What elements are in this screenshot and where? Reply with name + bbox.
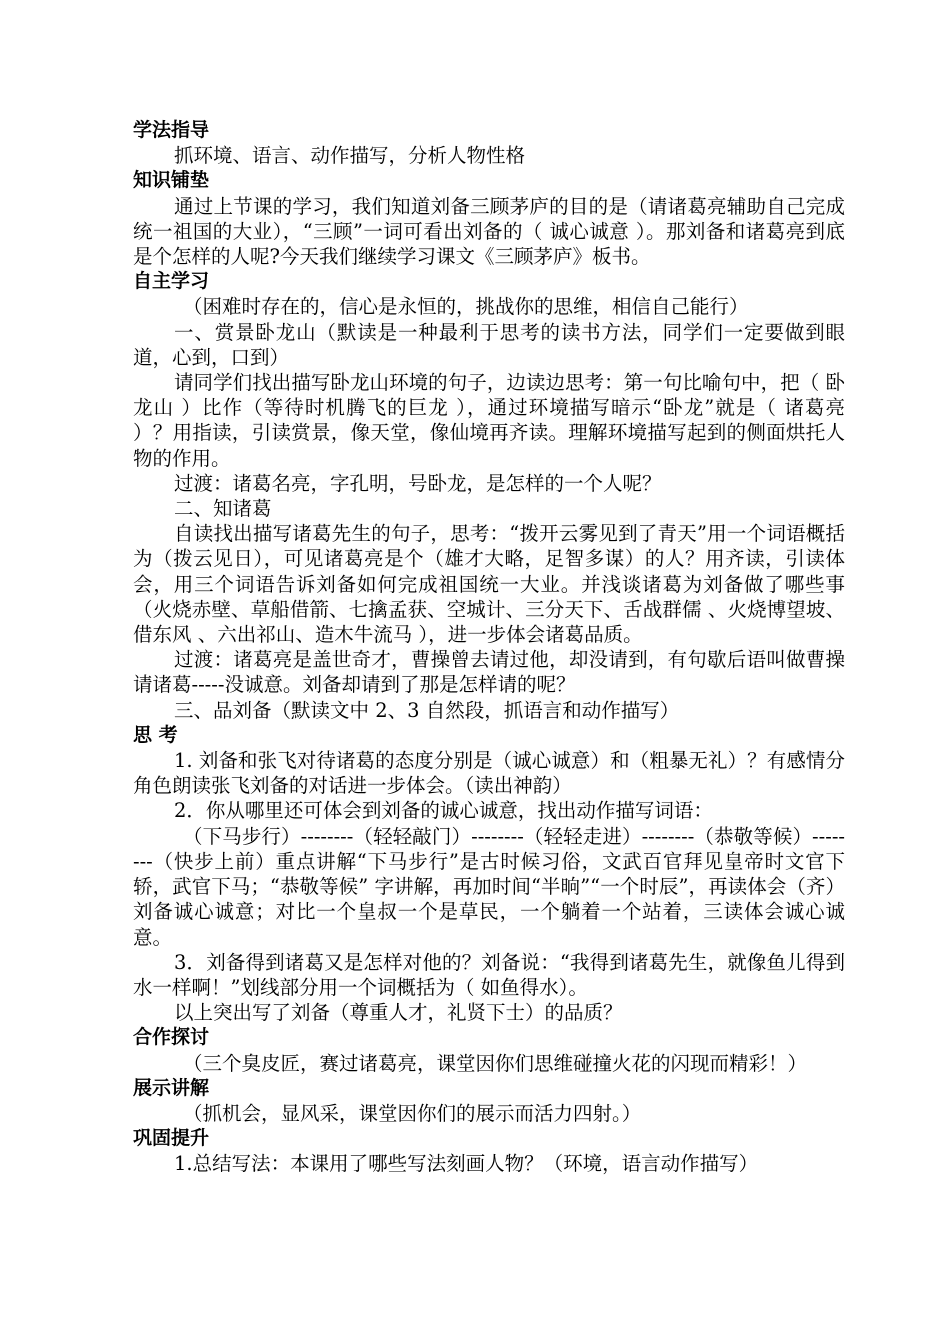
heading-cooperate: 合作探讨 (133, 1026, 210, 1049)
self-study-paragraph: 请同学们找出描写卧龙山环境的句子，边读边思考：第一句比喻句中，把（ 卧龙山 ）比作（等待时机腾飞的巨龙 ），通过环境描写暗示“卧龙”就是（ 诸葛亮 ）？用指读，引读赏景，像天堂，像仙境再齐读。理解环境描写起到的侧面烘托人物的作用。 (133, 371, 845, 470)
think-answer: （下马步行）--------（轻轻敲门）--------（轻轻走进）--------（恭敬等候）--------（快步上前）重点讲解“下马步行”是古时候习俗，文武百官拜见皇帝时文官下轿，武官下马；“恭敬等候” 字讲解，再加时间“半晌”“一个时辰”，再读体会（齐）刘备诚心诚意；对比一个皇叔一个是草民，一个躺着一个站着，三读体会诚心诚意。 (133, 824, 845, 949)
self-study-motto: （困难时存在的，信心是永恒的，挑战你的思维，相信自己能行） (183, 295, 749, 319)
heading-display: 展示讲解 (133, 1076, 210, 1099)
think-question: 以上突出写了刘备（尊重人才，礼贤下士）的品质？ (174, 1001, 623, 1025)
self-study-paragraph: 一、赏景卧龙山（默读是一种最利于思考的读书方法，同学们一定要做到眼道，心到，口到） (133, 320, 845, 369)
consolidate-text: 1.总结写法：本课用了哪些写法刻画人物？（环境，语言动作描写） (174, 1152, 759, 1176)
heading-self-study: 自主学习 (133, 270, 210, 293)
self-study-paragraph: 自读找出描写诸葛先生的句子，思考：“拨开云雾见到了青天”用一个词语概括为（拨云见日），可见诸葛亮是个（雄才大略，足智多谋）的人？用齐读，引读体会，用三个词语告诉刘备如何完成祖国统一大业。并浅谈诸葛为刘备做了哪些事（火烧赤壁、草船借箭、七擒孟获、空城计、三分天下、舌战群儒 、火烧博望坡、借东风 、六出祁山、造木牛流马 ），进一步体会诸葛品质。 (133, 522, 845, 647)
knowledge-text: 通过上节课的学习，我们知道刘备三顾茅庐的目的是（请诸葛亮辅助自己完成统一祖国的大业），“三顾”一词可看出刘备的（ 诚心诚意 ）。那刘备和诸葛亮到底是个怎样的人呢?今天我们继续学习课文《三顾茅庐》板书。 (133, 194, 845, 269)
heading-think: 思 考 (133, 723, 178, 746)
document-page (133, 118, 845, 1177)
heading-knowledge: 知识铺垫 (133, 169, 210, 192)
self-study-paragraph: 三、品刘备（默读文中 2、3 自然段，抓语言和动作描写） (174, 698, 680, 722)
think-question: 1. 刘备和张飞对待诸葛的态度分别是（诚心诚意）和（粗暴无礼）？有感情分角色朗读张飞刘备的对话进一步体会。（读出神韵） (133, 749, 845, 798)
self-study-paragraph: 过渡：诸葛亮是盖世奇才，曹操曾去请过他，却没请到，有句歇后语叫做曹操请诸葛-----没诚意。刘备却请到了那是怎样请的呢？ (133, 648, 845, 697)
think-question: 3．刘备得到诸葛又是怎样对他的？刘备说：“我得到诸葛先生，就像鱼儿得到水一样啊！”划线部分用一个词概括为（ 如鱼得水）。 (133, 950, 845, 999)
method-text: 抓环境、语言、动作描写，分析人物性格 (174, 144, 526, 168)
think-question: 2．你从哪里还可体会到刘备的诚心诚意，找出动作描写词语： (174, 799, 713, 823)
heading-consolidate: 巩固提升 (133, 1127, 210, 1150)
display-text: （抓机会，显风采，课堂因你们的展示而活力四射。） (183, 1101, 642, 1125)
self-study-paragraph: 过渡：诸葛名亮，字孔明，号卧龙，是怎样的一个人呢？ (174, 471, 662, 495)
self-study-paragraph: 二、知诸葛 (174, 497, 272, 521)
cooperate-text: （三个臭皮匠，赛过诸葛亮，课堂因你们思维碰撞火花的闪现而精彩！） (183, 1051, 808, 1075)
heading-method: 学法指导 (133, 119, 210, 141)
